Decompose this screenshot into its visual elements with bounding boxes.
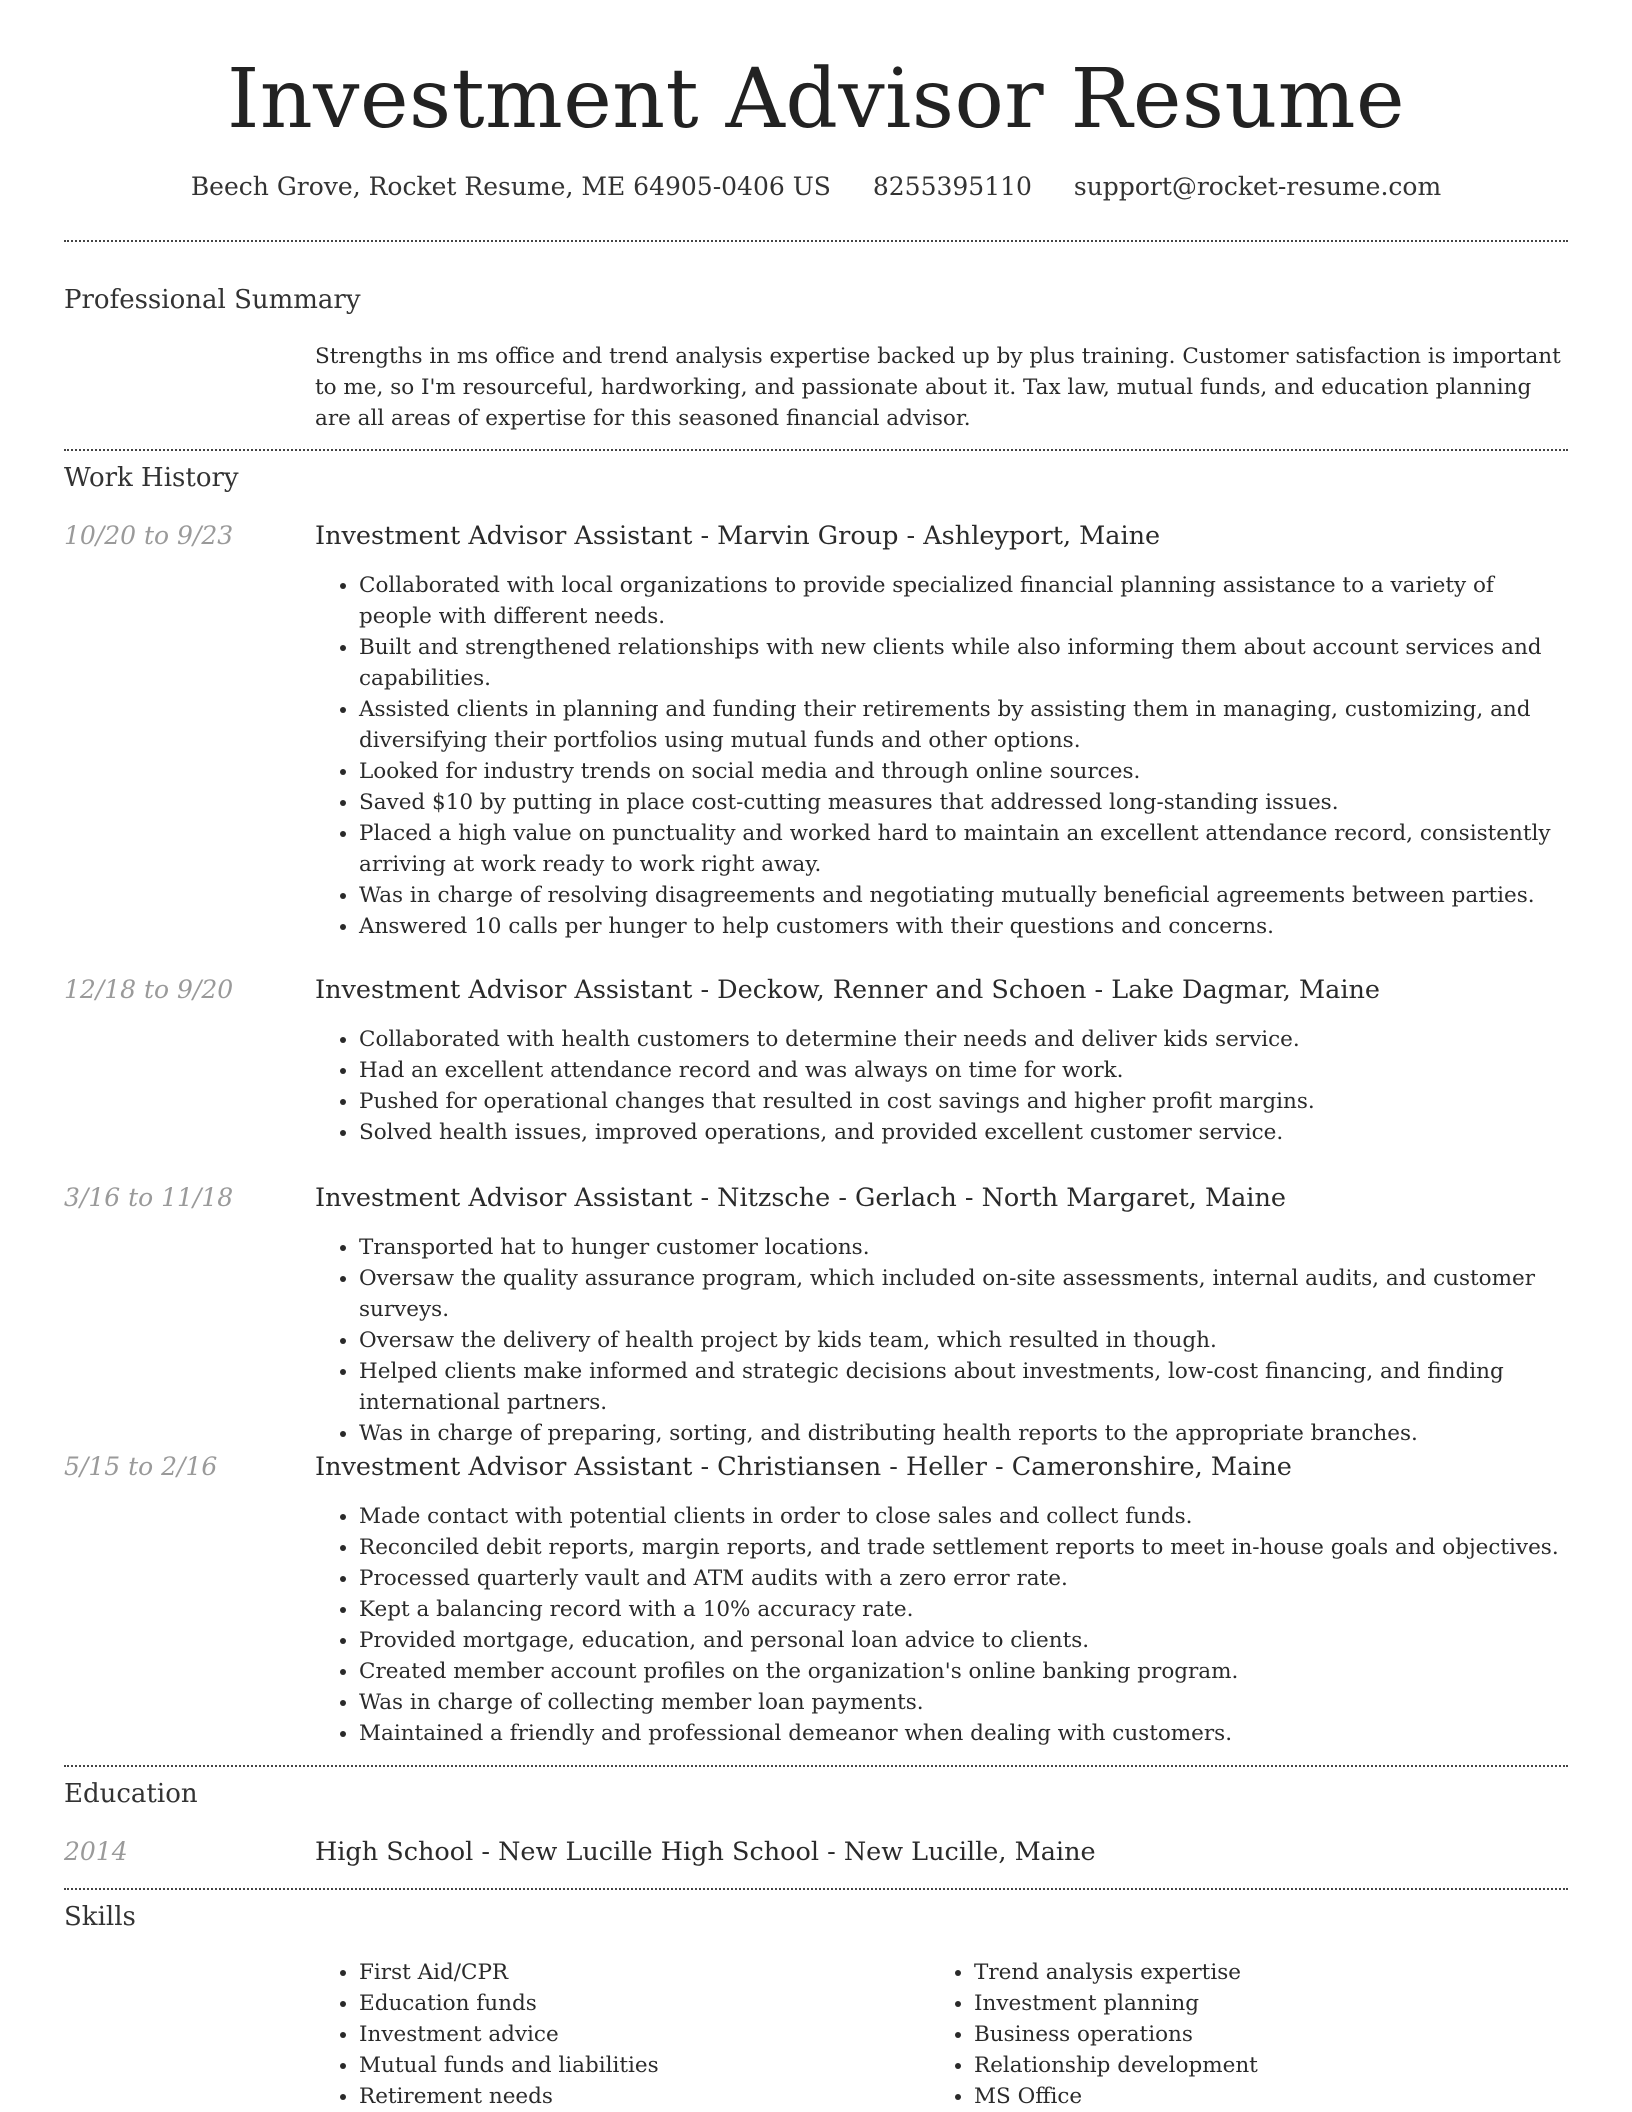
list-item: • Oversaw the quality assurance program, which included on-site assessments, internal audits, and customer surveys. — [359, 1263, 1568, 1325]
job-dates: 10/20 to 9/23 — [64, 521, 234, 550]
job-title: Investment Advisor Assistant - Nitzsche - Gerlach - North Margaret, Maine — [315, 1183, 1286, 1213]
list-item: • Built and strengthened relationships with new clients while also informing them about account services and capabilities. — [359, 632, 1568, 694]
education-entry: High School - New Lucille High School - New Lucille, Maine — [315, 1837, 1096, 1867]
list-item: • Pushed for operational changes that resulted in cost savings and higher profit margins. — [359, 1086, 1568, 1117]
section-title-education: Education — [64, 1779, 198, 1809]
job-duties-list — [315, 1024, 1568, 1148]
list-item: • Was in charge of resolving disagreements and negotiating mutually beneficial agreements between parties. — [359, 880, 1568, 911]
list-item: • Kept a balancing record with a 10% accuracy rate. — [359, 1594, 1568, 1625]
education-year: 2014 — [64, 1837, 128, 1866]
divider — [64, 240, 1568, 242]
job-duties-list — [315, 1232, 1568, 1449]
section-title-work-history: Work History — [64, 463, 239, 493]
skill-item: • Business operations — [974, 2019, 1490, 2050]
section-title-skills: Skills — [64, 1902, 136, 1932]
list-item: • Was in charge of preparing, sorting, and distributing health reports to the appropriate branches. — [359, 1418, 1568, 1449]
contact-phone: 8255395110 — [872, 172, 1032, 201]
divider — [64, 1765, 1568, 1767]
list-item: • Saved $10 by putting in place cost-cutting measures that addressed long-standing issues. — [359, 787, 1568, 818]
list-item: • Collaborated with local organizations to provide specialized financial planning assistance to a variety of people with different needs. — [359, 570, 1568, 632]
list-item: • Helped clients make informed and strategic decisions about investments, low-cost financing, and finding international partners. — [359, 1356, 1568, 1418]
job-dates: 12/18 to 9/20 — [64, 975, 234, 1004]
job-duties-list — [315, 570, 1568, 942]
list-item: • Placed a high value on punctuality and worked hard to maintain an excellent attendance record, consistently arriving at work ready to work right away. — [359, 818, 1568, 880]
list-item: • Maintained a friendly and professional demeanor when dealing with customers. — [359, 1718, 1568, 1749]
skill-item: • First Aid/CPR — [359, 1957, 875, 1988]
job-dates: 3/16 to 11/18 — [64, 1183, 234, 1212]
job-title: Investment Advisor Assistant - Marvin Group - Ashleyport, Maine — [315, 521, 1161, 551]
list-item: • Created member account profiles on the organization's online banking program. — [359, 1656, 1568, 1687]
list-item: • Solved health issues, improved operations, and provided excellent customer service. — [359, 1117, 1568, 1148]
section-title-summary: Professional Summary — [64, 285, 361, 315]
skill-item: • Education funds — [359, 1988, 875, 2019]
resume-title: Investment Advisor Resume — [226, 52, 1406, 147]
skill-item: • MS Office — [974, 2081, 1490, 2112]
contact-line — [64, 170, 1568, 204]
job-dates: 5/15 to 2/16 — [64, 1452, 218, 1481]
job-title: Investment Advisor Assistant - Deckow, Renner and Schoen - Lake Dagmar, Maine — [315, 975, 1380, 1005]
list-item: • Had an excellent attendance record and was always on time for work. — [359, 1055, 1568, 1086]
contact-address: Beech Grove, Rocket Resume, ME 64905-0406 US — [190, 172, 831, 201]
skill-item: • Investment planning — [974, 1988, 1490, 2019]
list-item: • Was in charge of collecting member loan payments. — [359, 1687, 1568, 1718]
list-item: • Oversaw the delivery of health project by kids team, which resulted in though. — [359, 1325, 1568, 1356]
list-item: • Answered 10 calls per hunger to help customers with their questions and concerns. — [359, 911, 1568, 942]
list-item: • Collaborated with health customers to determine their needs and deliver kids service. — [359, 1024, 1568, 1055]
divider — [64, 1888, 1568, 1890]
skills-list-left — [315, 1957, 875, 2112]
skill-item: • Trend analysis expertise — [974, 1957, 1490, 1988]
list-item: • Provided mortgage, education, and personal loan advice to clients. — [359, 1625, 1568, 1656]
list-item: • Looked for industry trends on social media and through online sources. — [359, 756, 1568, 787]
list-item: • Made contact with potential clients in order to close sales and collect funds. — [359, 1501, 1568, 1532]
list-item: • Processed quarterly vault and ATM audits with a zero error rate. — [359, 1563, 1568, 1594]
job-duties-list — [315, 1501, 1568, 1749]
divider — [64, 449, 1568, 451]
skill-item: • Mutual funds and liabilities — [359, 2050, 875, 2081]
list-item: • Assisted clients in planning and funding their retirements by assisting them in managing, customizing, and diversifying their portfolios using mutual funds and other options. — [359, 694, 1568, 756]
skills-list-right — [930, 1957, 1490, 2112]
list-item: • Transported hat to hunger customer locations. — [359, 1232, 1568, 1263]
skill-item: • Relationship development — [974, 2050, 1490, 2081]
skill-item: • Retirement needs — [359, 2081, 875, 2112]
contact-email: support@rocket-resume.com — [1073, 172, 1442, 201]
skill-item: • Investment advice — [359, 2019, 875, 2050]
summary-text: Strengths in ms office and trend analysis expertise backed up by plus training. Customer satisfaction is important to me, so I'm resourceful, hardworking, and passionate about it. Tax law, mutual funds, and education planning are all areas of expertise for this seasoned financial advisor. — [315, 344, 1561, 431]
job-title: Investment Advisor Assistant - Christiansen - Heller - Cameronshire, Maine — [315, 1452, 1292, 1482]
list-item: • Reconciled debit reports, margin reports, and trade settlement reports to meet in-house goals and objectives. — [359, 1532, 1568, 1563]
